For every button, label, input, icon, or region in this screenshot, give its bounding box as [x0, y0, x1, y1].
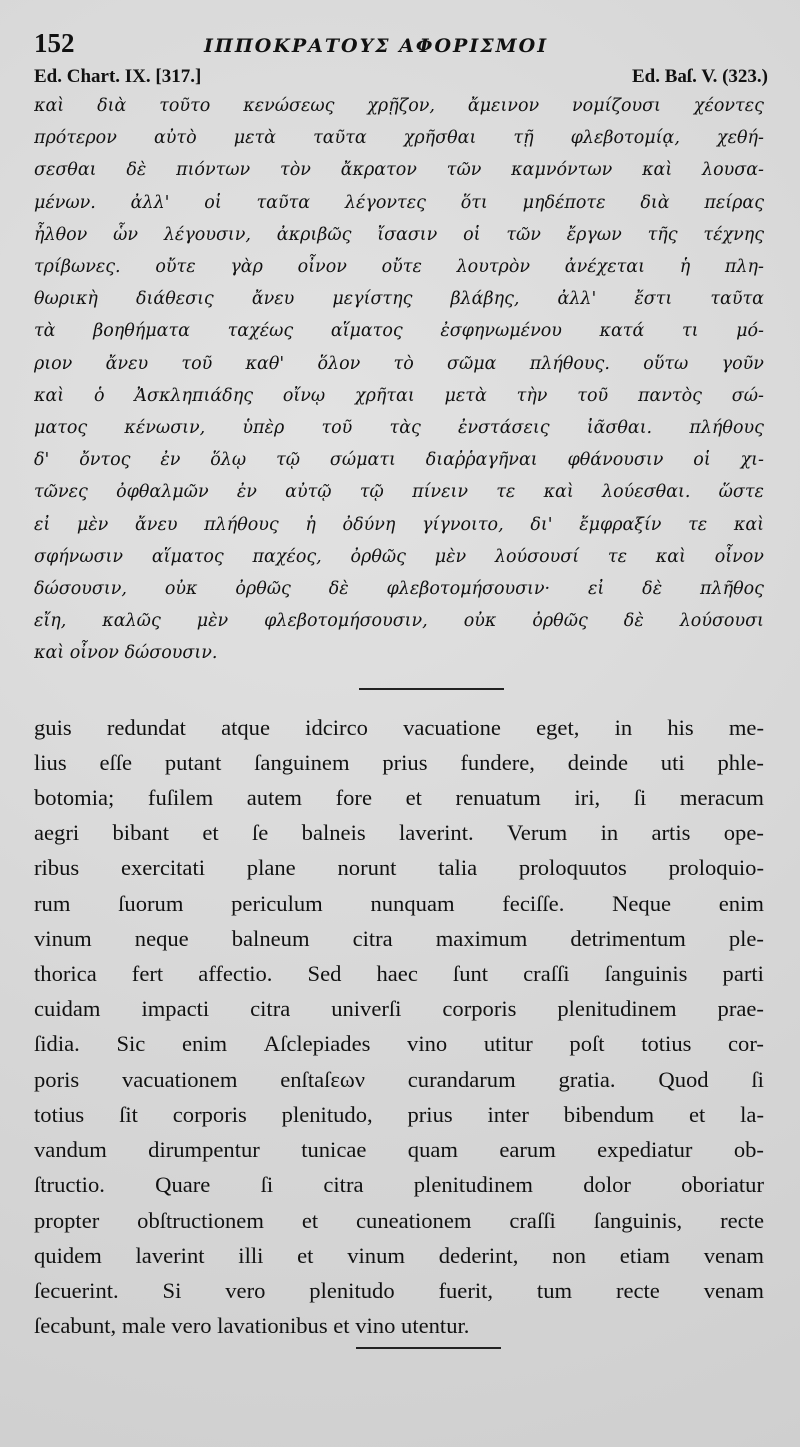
greek-text-line: δ' ὄντος ἐν ὅλῳ τῷ σώματι διαῤῥαγῆναι φθάνουσιν οἱ χι-	[34, 450, 764, 471]
latin-text-line: ſtructio. Quare ſi citra plenitudinem dolor oboriatur	[34, 1172, 764, 1198]
latin-text-line: propter obſtructionem et cuneationem craſſi ſanguinis, recte	[34, 1207, 764, 1233]
greek-text-line: σφήνωσιν αἵματος παχέος, ὀρθῶς μὲν λούσουσί τε καὶ οἶνον	[34, 546, 764, 567]
greek-text-block	[34, 90, 770, 670]
running-head	[34, 28, 770, 68]
greek-text-line: εἰ μὲν ἄνευ πλήθους ἡ ὀδύνη γίγνοιτο, δι' ἔμφραξίν τε καὶ	[34, 514, 764, 535]
greek-text-line: πρότερον αὐτὸ μετὰ ταῦτα χρῆσθαι τῇ φλεβοτομίᾳ, χεθή-	[34, 128, 764, 149]
latin-text-line: ſidia. Sic enim Aſclepiades vino utitur poſt totius cor-	[34, 1031, 764, 1057]
latin-text-line: ſecuerint. Si vero plenitudo fuerit, tum recte venam	[34, 1277, 764, 1303]
page-number: 152	[34, 28, 75, 58]
greek-text-line: ριον ἄνευ τοῦ καθ' ὅλον τὸ σῶμα πλήθους. οὕτω γοῦν	[34, 353, 764, 374]
latin-text-line: vinum neque balneum citra maximum detrimentum ple-	[34, 925, 764, 951]
section-divider	[359, 688, 504, 690]
greek-text-line: δώσουσιν, οὐκ ὀρθῶς δὲ φλεβοτομήσουσιν· εἰ δὲ πλῆθος	[34, 579, 764, 600]
latin-text-line: quidem laverint illi et vinum dederint, non etiam venam	[34, 1242, 764, 1268]
latin-text-line: cuidam impacti citra univerſi corporis plenitudinem prae-	[34, 996, 764, 1022]
edition-chartier: Ed. Chart. IX. [317.]	[34, 66, 202, 87]
greek-text-line: θωρικὴ διάθεσις ἄνευ μεγίστης βλάβης, ἀλλ' ἔστι ταῦτα	[34, 289, 764, 310]
running-title: ΙΠΠΟΚΡΑΤΟΥΣ ΑΦΟΡΙΣΜΟΙ	[204, 35, 549, 57]
greek-text-line: μένων. ἀλλ' οἱ ταῦτα λέγοντες ὅτι μηδέποτε διὰ πείρας	[34, 192, 764, 213]
greek-text-line: καὶ ὁ Ἀσκληπιάδης οἴνῳ χρῆται μετὰ τὴν τοῦ παντὸς σώ-	[34, 385, 764, 406]
greek-text-line: ἦλθον ὧν λέγουσιν, ἀκριβῶς ἴσασιν οἱ τῶν ἔργων τῆς τέχνης	[34, 224, 764, 245]
bottom-rule	[356, 1347, 501, 1349]
edition-references	[34, 66, 770, 90]
latin-text-line: totius ſit corporis plenitudo, prius inter bibendum et la-	[34, 1101, 764, 1127]
latin-text-line: aegri bibant et ſe balneis laverint. Verum in artis ope-	[34, 820, 764, 846]
latin-text-line: botomia; fuſilem autem fore et renuatum iri, ſi meracum	[34, 785, 764, 811]
latin-text-block	[34, 710, 770, 1344]
latin-text-line: vandum dirumpentur tunicae quam earum expediatur ob-	[34, 1137, 764, 1163]
latin-text-line: lius eſſe putant ſanguinem prius fundere, deinde uti phle-	[34, 749, 764, 775]
latin-text-line: poris vacuationem enſtaſεων curandarum gratia. Quod ſi	[34, 1066, 764, 1092]
edition-basel: Ed. Baſ. V. (323.)	[631, 66, 768, 87]
greek-text-line: τρίβωνες. οὔτε γὰρ οἶνον οὔτε λουτρὸν ἀνέχεται ἡ πλη-	[34, 257, 764, 278]
latin-text-line: ribus exercitati plane norunt talia proloquutos proloquio-	[34, 855, 764, 881]
latin-text-line: thorica fert affectio. Sed haec ſunt craſſi ſanguinis parti	[34, 961, 764, 987]
greek-text-line: καὶ διὰ τοῦτο κενώσεως χρῇζον, ἄμεινον νομίζουσι χέοντες	[34, 96, 764, 116]
greek-text-line: σεσθαι δὲ πιόντων τὸν ἄκρατον τῶν καμνόντων καὶ λουσα-	[34, 160, 764, 181]
latin-text-line: guis redundat atque idcirco vacuatione eget, in his me-	[34, 714, 764, 740]
greek-text-line: εἴη, καλῶς μὲν φλεβοτομήσουσιν, οὐκ ὀρθῶς δὲ λούσουσι	[34, 611, 764, 632]
greek-text-line: ματος κένωσιν, ὑπὲρ τοῦ τὰς ἐνστάσεις ἰᾶσθαι. πλήθους	[34, 418, 764, 439]
latin-text-line: ſecabunt, male vero lavationibus et vino utentur.	[34, 1313, 470, 1339]
greek-text-line: τὰ βοηθήματα ταχέως αἵματος ἐσφηνωμένου κατά τι μό-	[34, 321, 764, 342]
greek-text-line: τῶνες ὀφθαλμῶν ἐν αὐτῷ τῷ πίνειν τε καὶ λούεσθαι. ὥστε	[34, 482, 764, 503]
greek-text-line: καὶ οἶνον δώσουσιν.	[34, 643, 218, 664]
latin-text-line: rum ſuorum periculum nunquam feciſſe. Neque enim	[34, 890, 764, 916]
